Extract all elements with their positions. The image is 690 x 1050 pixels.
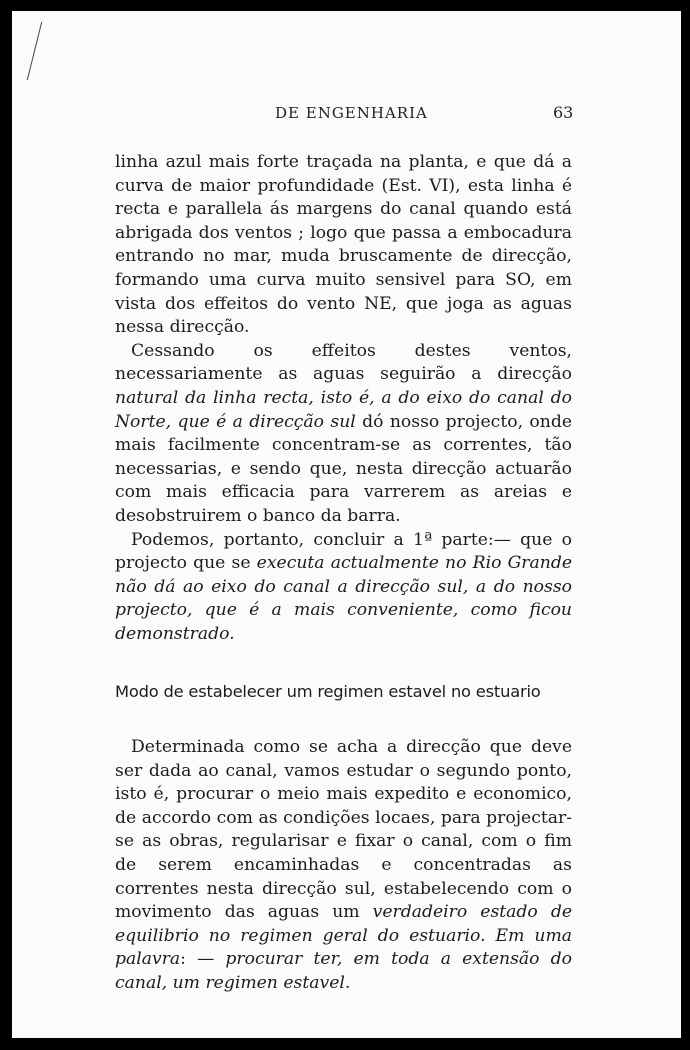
paragraph-4 <box>115 736 572 996</box>
page-header <box>12 104 681 128</box>
paragraph-3-text-a: Podemos, portanto, concluir a 1ª parte:— que o projecto que se <box>115 529 572 574</box>
paragraph-2-text-b: dó nosso projecto, onde mais facilmente concentram-se as correntes, tão necessarias, e sendo que, nesta direcção actuarão com mais efficacia para varrerem as areias e desobstruirem o banco da barra. <box>115 411 572 526</box>
paragraph-4-italic-1: verdadeiro estado de equilibrio no regimen geral do estuario. Em uma palavra <box>115 902 572 970</box>
paragraph-4-text-a: Determinada como se acha a direcção que deve ser dada ao canal, vamos estudar o segundo ponto, isto é, procurar o meio mais expedito e economico, de accordo com as condições locaes, para projectar-se as obras, regularisar e fixar o canal, com o fim de serem encaminhadas e concentradas as correntes nesta direcção sul, estabelecendo com o movimento das aguas um <box>115 737 572 923</box>
paragraph-2 <box>115 340 572 529</box>
page-number: 63 <box>553 103 574 122</box>
paragraph-2-text-a: Cessando os effeitos destes ventos, necessariamente as aguas seguirão a direcção <box>115 340 572 385</box>
paragraph-2-italic: natural da linha recta, isto é, a do eixo do canal do Norte, que é a direcção sul <box>115 387 572 432</box>
paragraph-3-italic: executa actualmente no Rio Grande não dá ao eixo do canal a direcção sul, a do nosso projecto, que é a mais conveniente, como ficou demonstrado. <box>115 553 573 644</box>
page-body <box>115 151 572 996</box>
margin-pencil-mark <box>27 22 42 80</box>
paragraph-4-text-b: : — <box>180 949 226 970</box>
paragraph-4-italic-2: procurar ter, em toda a extensão do canal, um regimen estavel. <box>115 949 573 993</box>
section-title: Modo de estabelecer um regimen estavel no estuario <box>115 682 541 702</box>
running-head: DE ENGENHARIA <box>275 104 428 122</box>
paragraph-1 <box>115 151 572 340</box>
paragraph-3 <box>115 529 572 647</box>
paragraph-1-text: linha azul mais forte traçada na planta, e que dá a curva de maior profundidade (Est. VI), esta linha é recta e parallela ás margens do canal quando está abrigada dos ventos ; logo que passa a embocadura entrando no mar, muda bruscamente de direcção, formando uma curva muito sensivel para SO, em vista dos effeitos do vento NE, que joga as aguas nessa direcção. <box>115 152 572 338</box>
page <box>12 11 681 1038</box>
